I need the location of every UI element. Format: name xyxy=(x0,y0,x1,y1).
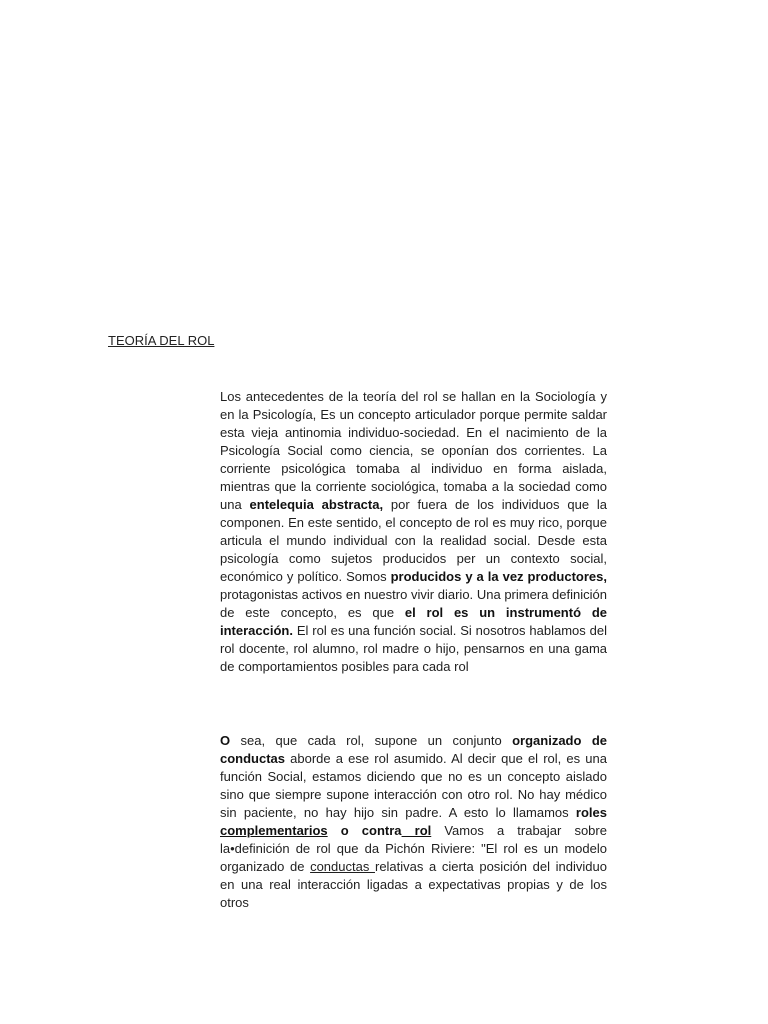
paragraph-antecedentes xyxy=(220,388,607,676)
text-run: Vamos a trabajar sobre la•definición de rol que da Pichón Riviere: "El rol es un modelo organizado de xyxy=(220,823,607,874)
underlined-text: rol xyxy=(401,823,432,838)
bold-phrase: el rol es un instrumentó de interacción. xyxy=(220,605,607,638)
text-run: por fuera de los individuos que la componen. En este sentido, el concepto de rol es muy rico, porque articula el mundo individual con la realidad social. Desde esta psicología como sujetos producidos per un contexto social, económico y político. Somos xyxy=(220,497,608,584)
text-run: protagonistas activos en nuestro vivir diario. Una primera definición de este concepto, es que xyxy=(220,587,607,620)
bold-phrase: organizado de conductas xyxy=(220,733,607,766)
text-run: relativas a cierta posición del individuo en una real interacción ligadas a expectativas propias y de los otros xyxy=(220,859,607,910)
bold-phrase: entelequia abstracta, xyxy=(249,497,384,512)
bold-phrase: O xyxy=(220,733,231,748)
bold-phrase: roles xyxy=(575,805,607,820)
bold-phrase: o contra xyxy=(327,823,402,838)
text-run: sea, que cada rol, supone un conjunto xyxy=(230,733,513,748)
underlined-text: complementarios xyxy=(220,823,328,838)
text-run: Los antecedentes de la teoría del rol se hallan en la Sociología y en la Psicología, Es un concepto articulador porque permite saldar esta vieja antinomia individuo-sociedad. En el nacimiento de la Psicología Social como ciencia, se oponían dos corrientes. La corriente psicológica tomaba al individuo en forma aislada, mientras que la corriente sociológica, tomaba a la sociedad como una xyxy=(220,389,607,512)
underlined-text: conductas xyxy=(310,859,375,874)
document-title: TEORÍA DEL ROL xyxy=(108,333,215,348)
bold-underlined-phrase xyxy=(220,823,328,838)
bold-underlined-phrase xyxy=(402,823,432,838)
paragraph-conductas xyxy=(220,732,607,912)
text-run: aborde a ese rol asumido. Al decir que el rol, es una función Social, estamos diciendo que no es un concepto aislado sino que siempre supone interacción con otro rol. No hay médico sin paciente, no hay hijo sin padre. A esto lo llamamos xyxy=(220,751,607,820)
bold-phrase: producidos y a la vez productores, xyxy=(390,569,607,584)
text-run: El rol es una función social. Si nosotros hablamos del rol docente, rol alumno, rol madre o hijo, pensarnos en una gama de comportamientos posibles para cada rol xyxy=(220,623,607,674)
